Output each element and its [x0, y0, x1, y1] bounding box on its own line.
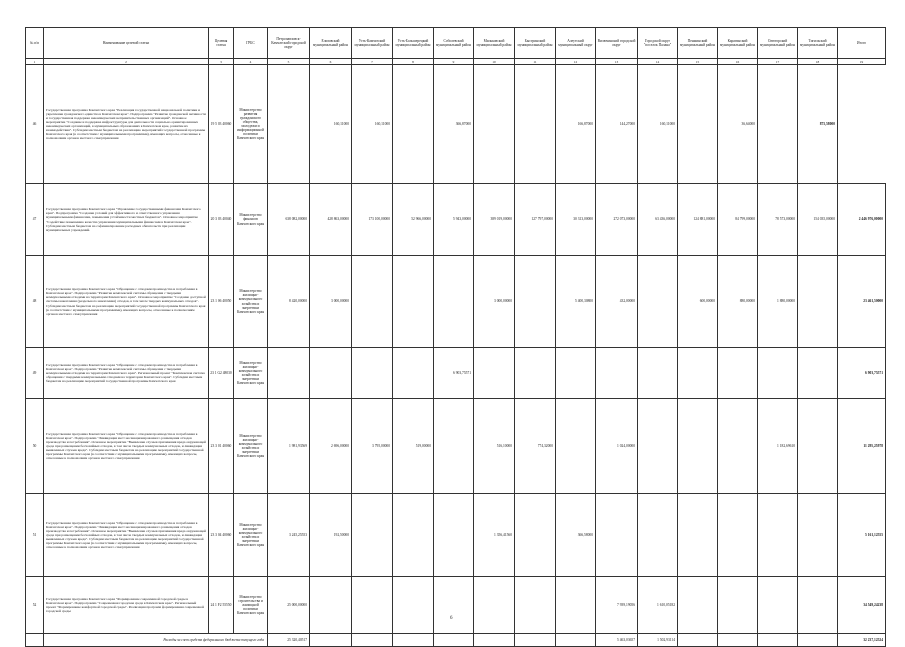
amount-cell [310, 348, 352, 399]
row-number: 49 [26, 348, 44, 399]
amount-cell [678, 399, 718, 494]
target-code: 23 1 G2 48030 [209, 348, 234, 399]
amount-cell: 127 797,00000 [515, 184, 556, 256]
amount-cell [515, 577, 556, 634]
amount-cell: 173 100,00000 [352, 184, 393, 256]
amount-cell: 36,64000 [718, 65, 758, 184]
column-header: Быстринский муниципальный район [515, 28, 556, 59]
amount-cell [474, 577, 515, 634]
table-row [26, 65, 886, 184]
target-code: 23 3 04 40060 [209, 494, 234, 577]
footer-amount: 5 463,03657 [596, 634, 638, 647]
amount-cell [352, 494, 393, 577]
amount-cell [758, 494, 798, 577]
amount-cell: 124 881,00000 [678, 184, 718, 256]
footer-amount [352, 634, 393, 647]
grbs-name: Министерство строительства и жилищной политики Камчатского края [234, 577, 268, 634]
row-description: Государственная программа Камчатского края "Обращение с отходами производства и потребления в Камчатском крае". Подпрограмма "Ликвидация мест несанкционированного размещения отходов производства и потребления". Основное мероприятие "Выявление случаев причинения вреда окружающей среде при размещении бесхозяйных отходов, в том числе твердых коммунальных отходов, и ликвидация выявленных случаев вреда". Субсидии местным бюджетам на реализацию мероприятий государственной программы Камчатского края (в соответствии с муниципальными программами), имеющих вопросы, отнесенные к полномочиям органов местного самоуправления [44, 399, 209, 494]
column-header: Петропавловск-Камчатский городской округ [268, 28, 310, 59]
footer-row [26, 634, 886, 647]
amount-cell [638, 256, 678, 348]
footer-amount [718, 634, 758, 647]
amount-cell [718, 577, 758, 634]
amount-cell: 1 356,41560 [474, 494, 515, 577]
amount-cell: 3 795,00000 [352, 399, 393, 494]
row-number: 48 [26, 256, 44, 348]
amount-cell [393, 348, 434, 399]
amount-cell [352, 577, 393, 634]
column-number: 18 [798, 59, 838, 65]
grbs-name: Министерство жилищно-коммунального хозяйства и энергетики Камчатского края [234, 399, 268, 494]
budget-table [25, 27, 886, 647]
amount-cell: 160,11000 [310, 65, 352, 184]
amount-cell: 1 880,00000 [758, 256, 798, 348]
amount-cell: 600,00000 [678, 256, 718, 348]
row-description: Государственная программа Камчатского края "Обращение с отходами производства и потребления в Камчатском крае". Подпрограмма "Развитие комплексной системы обращения с твердыми коммунальными отходами на территории Камчатского края". Региональный проект "Комплексная система обращения с твердыми коммунальными отходами на территории Камчатского края". Субсидии местным бюджетам на реализацию мероприятий государственной программы Камчатского края [44, 348, 209, 399]
column-header: Усть-Большерецкий муниципальный район [393, 28, 434, 59]
table-row [26, 494, 886, 577]
amount-cell [798, 494, 838, 577]
row-description: Государственная программа Камчатского края "Обращение с отходами производства и потребления в Камчатском крае". Подпрограмма "Ликвидация мест несанкционированного размещения отходов производства и потребления". Основное мероприятие "Выявление случаев причинения вреда окружающей среде при размещении бесхозяйных отходов, в том числе твердых коммунальных отходов, и ликвидация выявленных случаев вреда". Субсидии местным бюджетам на реализацию мероприятий государственной программы Камчатского края (в соответствии с муниципальными программами), имеющих вопросы, отнесенные к полномочиям органов местного самоуправления [44, 494, 209, 577]
amount-cell: 366,58000 [556, 494, 596, 577]
amount-cell [678, 494, 718, 577]
footer-amount [678, 634, 718, 647]
amount-cell [718, 399, 758, 494]
column-header: Пенжинский муниципальный район [678, 28, 718, 59]
amount-cell [758, 577, 798, 634]
table-row [26, 348, 886, 399]
footer-amount [798, 634, 838, 647]
column-number: 4 [234, 59, 268, 65]
amount-cell [515, 348, 556, 399]
amount-cell: 5 400,30800 [556, 256, 596, 348]
amount-cell: 52 966,00000 [393, 184, 434, 256]
target-code: 24 1 F2 55550 [209, 577, 234, 634]
column-header: Вилючинский городской округ [596, 28, 638, 59]
row-total: 23 461,50000 [838, 256, 886, 348]
amount-cell: 1 981,93569 [268, 399, 310, 494]
amount-cell [638, 399, 678, 494]
amount-cell [556, 577, 596, 634]
row-total: 875,58000 [798, 65, 838, 184]
amount-cell [474, 348, 515, 399]
header-row [26, 28, 886, 59]
amount-cell [798, 577, 838, 634]
column-number: 11 [515, 59, 556, 65]
target-code: 23 3 01 40060 [209, 399, 234, 494]
column-number: 7 [352, 59, 393, 65]
amount-cell: 880,00000 [718, 256, 758, 348]
footer-amount [556, 634, 596, 647]
amount-cell: 272 073,00000 [596, 184, 638, 256]
amount-cell [474, 65, 515, 184]
row-number: 51 [26, 494, 44, 577]
amount-cell: 192,50000 [310, 494, 352, 577]
column-number: 14 [638, 59, 678, 65]
amount-cell [758, 65, 798, 184]
column-number: 10 [474, 59, 515, 65]
amount-cell: 3 245,25553 [268, 494, 310, 577]
amount-cell: 6 903,75571 [434, 348, 474, 399]
row-total: 34 549,24238 [838, 577, 886, 634]
amount-cell [352, 348, 393, 399]
amount-cell [798, 256, 838, 348]
column-header: Елизовский муниципальный район [310, 28, 352, 59]
row-description: Государственная программа Камчатского края "Реализация государственной национальной политики и укрепление гражданского единства в Камчатском крае". Подпрограмма "Развитие гражданской активности и государственная поддержка некоммерческих неправительственных организаций". Основное мероприятие "Создание и поддержка инфраструктуры для деятельности социально ориентированных некоммерческих организаций, в муниципальных образованиях в Камчатском крае, развитие их взаимодействия". Субсидии местным бюджетам на реализацию мероприятий государственной программы Камчатского края (в соответствии с муниципальными программами), имеющих вопросы, отнесенные к полномочиям органов местного самоуправления [44, 65, 209, 184]
amount-cell [678, 65, 718, 184]
table-row [26, 256, 886, 348]
amount-cell [718, 348, 758, 399]
amount-cell [515, 494, 556, 577]
amount-cell [434, 494, 474, 577]
grbs-name: Министерство жилищно-коммунального хозяйства и энергетики Камчатского края [234, 256, 268, 348]
column-header: Карагинский муниципальный район [718, 28, 758, 59]
budget-table-sheet [25, 27, 885, 642]
amount-cell: 7 939,19056 [596, 577, 638, 634]
amount-cell [678, 348, 718, 399]
row-number: 52 [26, 577, 44, 634]
footer-amount: 25 320,40517 [268, 634, 310, 647]
amount-cell [434, 399, 474, 494]
column-header: Алеутский муниципальный округ [556, 28, 596, 59]
amount-cell [352, 256, 393, 348]
target-code: 23 1 06 40050 [209, 256, 234, 348]
footer-amount [434, 634, 474, 647]
column-number: 2 [44, 59, 209, 65]
column-number: 8 [393, 59, 434, 65]
amount-cell [393, 65, 434, 184]
target-code: 19 5 03 40060 [209, 65, 234, 184]
target-code: 20 3 03 40040 [209, 184, 234, 256]
amount-cell [434, 256, 474, 348]
amount-cell: 516,10000 [474, 399, 515, 494]
column-header: Городской округ "поселок Палана" [638, 28, 678, 59]
footer-total: 32 237,12524 [838, 634, 886, 647]
amount-cell [638, 348, 678, 399]
column-number: 5 [268, 59, 310, 65]
amount-cell [678, 577, 718, 634]
amount-cell: 3 000,00000 [310, 256, 352, 348]
row-total: 2 446 976,00000 [838, 184, 886, 256]
row-total: 5 161,12555 [838, 494, 886, 577]
column-number: 12 [556, 59, 596, 65]
footer-empty-cell [26, 634, 44, 647]
amount-cell: 154 035,00000 [798, 184, 838, 256]
grbs-name: Министерство жилищно-коммунального хозяйства и энергетики Камчатского края [234, 348, 268, 399]
amount-cell [638, 494, 678, 577]
column-header: Итого [838, 28, 886, 59]
amount-cell: 389 019,00000 [474, 184, 515, 256]
amount-cell [515, 256, 556, 348]
amount-cell [758, 348, 798, 399]
amount-cell: 78 573,00000 [758, 184, 798, 256]
footer-amount [310, 634, 352, 647]
amount-cell: 25 000,00000 [268, 577, 310, 634]
amount-cell: 1 182,69610 [758, 399, 798, 494]
amount-cell [268, 65, 310, 184]
footer-amount [474, 634, 515, 647]
amount-cell: 3 000,00000 [474, 256, 515, 348]
row-number: 47 [26, 184, 44, 256]
amount-cell [596, 494, 638, 577]
amount-cell [393, 577, 434, 634]
column-number: 3 [209, 59, 234, 65]
column-number: 9 [434, 59, 474, 65]
column-header: Мильковский муниципальный район [474, 28, 515, 59]
amount-cell: 30 313,00000 [556, 184, 596, 256]
column-number: 1 [26, 59, 44, 65]
amount-cell: 366,87000 [434, 65, 474, 184]
amount-cell [310, 577, 352, 634]
amount-cell: 432,00000 [596, 256, 638, 348]
amount-cell [556, 399, 596, 494]
page-number: 6 [450, 616, 453, 621]
column-header: Тигильский муниципальный район [798, 28, 838, 59]
grbs-name: Министерство развития гражданского общества, молодежи и информационной политики Камчатского края [234, 65, 268, 184]
row-total: 11 295,25978 [838, 399, 886, 494]
row-description: Государственная программа Камчатского края "Обращение с отходами производства и потребления в Камчатском крае". Подпрограмма "Развитие комплексной системы обращения с твердыми коммунальными отходами на территории Камчатского края". Основное мероприятие "Создание доступной системы накопления (раздельного накопления) отходов, в том числе твердых коммунальных отходов". Субсидии местным бюджетам на реализацию мероприятий государственной программы Камчатского края (в соответствии с муниципальными программами), имеющих вопросы, отнесенные к полномочиям органов местного самоуправления [44, 256, 209, 348]
amount-cell: 428 863,00000 [310, 184, 352, 256]
amount-cell [596, 348, 638, 399]
table-row [26, 577, 886, 634]
row-description: Государственная программа Камчатского края "Формирование современной городской среды в Камчатском крае". Подпрограмма "Современная городская среда в Камчатском крае". Региональный проект "Формирование комфортной городской среды". Реализация программ формирования современной городской среды [44, 577, 209, 634]
amount-cell [556, 348, 596, 399]
footer-amount: 1 502,93114 [638, 634, 678, 647]
table-row [26, 399, 886, 494]
footer-amount [515, 634, 556, 647]
amount-cell [393, 494, 434, 577]
amount-cell [798, 399, 838, 494]
amount-cell: 144,27000 [596, 65, 638, 184]
column-number: 15 [678, 59, 718, 65]
amount-cell [718, 494, 758, 577]
column-header: Олюторский муниципальный район [758, 28, 798, 59]
amount-cell [393, 256, 434, 348]
amount-cell: 5 943,00000 [434, 184, 474, 256]
row-total: 6 903,75571 [838, 348, 886, 399]
amount-cell: 774,32000 [515, 399, 556, 494]
amount-cell: 84 799,00000 [718, 184, 758, 256]
amount-cell: 1 024,00000 [596, 399, 638, 494]
footer-amount [758, 634, 798, 647]
amount-cell [268, 348, 310, 399]
amount-cell: 160,11000 [352, 65, 393, 184]
amount-cell [515, 65, 556, 184]
column-header: Наименование целевой статьи [44, 28, 209, 59]
column-number: 19 [838, 59, 886, 65]
amount-cell: 2 696,00000 [310, 399, 352, 494]
footer-label: Расходы за счет средств федерального бюджета текущего года [44, 634, 268, 647]
footer-amount [393, 634, 434, 647]
row-description: Государственная программа Камчатского края "Управление государственными финансами Камчатского края". Подпрограмма "Создание условий для эффективного и ответственного управления муниципальными финансами, повышения устойчивости местных бюджетов". Основное мероприятие "Содействие повышению качества управления муниципальными финансами в Камчатском крае". Субсидии местным бюджетам на софинансирование расходных обязательств при реализации муниципальных учреждений. [44, 184, 209, 256]
amount-cell: 166,87000 [556, 65, 596, 184]
column-header: Соболевский муниципальный район [434, 28, 474, 59]
column-number: 13 [596, 59, 638, 65]
amount-cell: 519,00000 [393, 399, 434, 494]
column-header: Целевая статья [209, 28, 234, 59]
column-header: № п/п [26, 28, 44, 59]
amount-cell: 638 082,00000 [268, 184, 310, 256]
column-number: 17 [758, 59, 798, 65]
column-number: 16 [718, 59, 758, 65]
row-number: 50 [26, 399, 44, 494]
amount-cell: 63 436,00000 [638, 184, 678, 256]
row-number: 46 [26, 65, 44, 184]
table-row [26, 184, 886, 256]
amount-cell: 8 420,00000 [268, 256, 310, 348]
amount-cell: 160,11000 [638, 65, 678, 184]
column-header: ГРБС [234, 28, 268, 59]
amount-cell [434, 577, 474, 634]
grbs-name: Министерство финансов Камчатского края [234, 184, 268, 256]
column-header: Усть-Камчатский муниципальный район [352, 28, 393, 59]
amount-cell [798, 348, 838, 399]
column-number: 6 [310, 59, 352, 65]
amount-cell: 1 610,05182 [638, 577, 678, 634]
grbs-name: Министерство жилищно-коммунального хозяйства и энергетики Камчатского края [234, 494, 268, 577]
